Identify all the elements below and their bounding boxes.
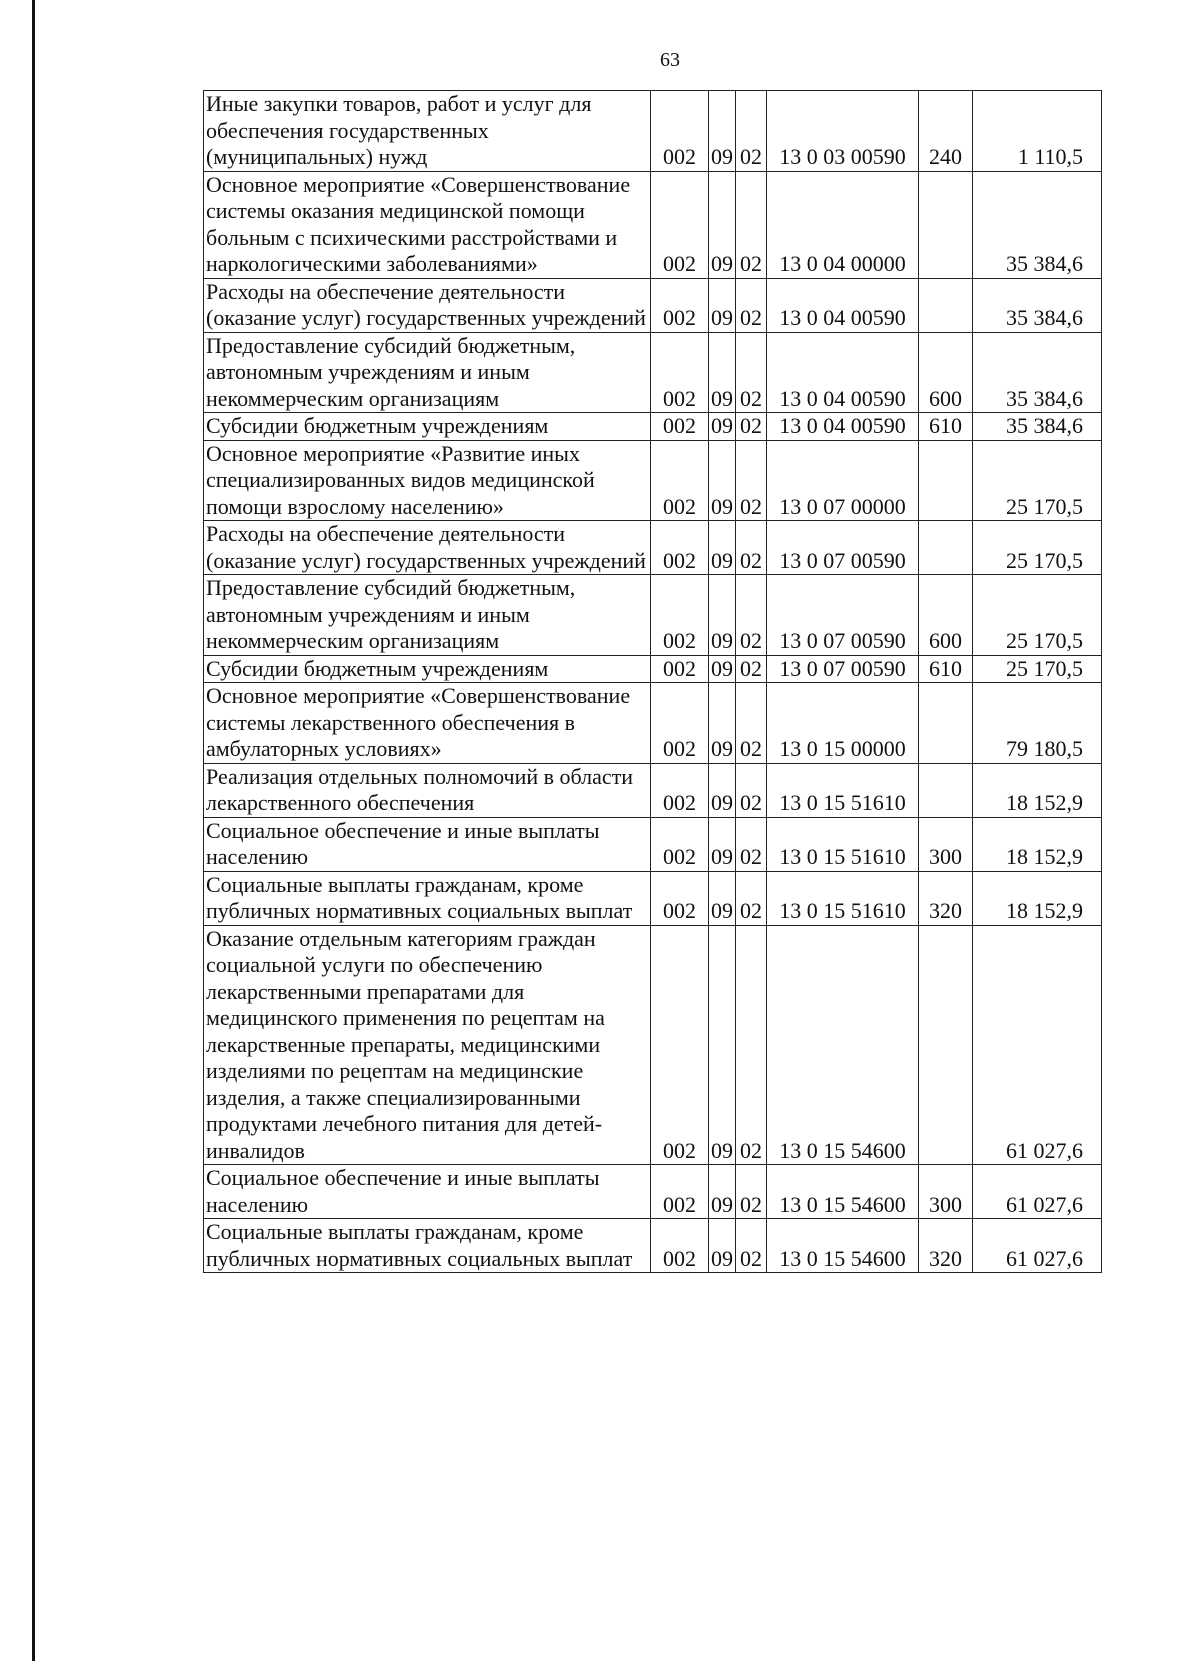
subsection-code: 02 <box>736 91 767 172</box>
expense-type-code: 610 <box>919 655 973 683</box>
target-article-code: 13 0 15 51610 <box>767 817 919 871</box>
amount: 25 170,5 <box>973 575 1102 656</box>
target-article-code: 13 0 03 00590 <box>767 91 919 172</box>
section-code: 09 <box>709 521 736 575</box>
target-article-code: 13 0 04 00000 <box>767 171 919 278</box>
org-code: 002 <box>651 413 709 441</box>
table-row <box>204 683 1102 764</box>
expense-type-code <box>919 171 973 278</box>
expense-type-code: 610 <box>919 413 973 441</box>
subsection-code: 02 <box>736 1219 767 1273</box>
expense-type-code <box>919 683 973 764</box>
table-row <box>204 1165 1102 1219</box>
target-article-code: 13 0 15 54600 <box>767 1165 919 1219</box>
target-article-code: 13 0 07 00590 <box>767 655 919 683</box>
org-code: 002 <box>651 521 709 575</box>
org-code: 002 <box>651 440 709 521</box>
row-name: Социальное обеспечение и иные выплаты населению <box>204 1165 651 1219</box>
budget-table <box>203 90 1102 1273</box>
expense-type-code <box>919 521 973 575</box>
target-article-code: 13 0 07 00590 <box>767 575 919 656</box>
expense-type-code: 240 <box>919 91 973 172</box>
expense-type-code: 320 <box>919 1219 973 1273</box>
row-name: Расходы на обеспечение деятельности (оказание услуг) государственных учреждений <box>204 521 651 575</box>
row-name: Предоставление субсидий бюджетным, автономным учреждениям и иным некоммерческим организациям <box>204 575 651 656</box>
amount: 35 384,6 <box>973 332 1102 413</box>
amount: 35 384,6 <box>973 413 1102 441</box>
target-article-code: 13 0 07 00590 <box>767 521 919 575</box>
org-code: 002 <box>651 575 709 656</box>
subsection-code: 02 <box>736 817 767 871</box>
section-code: 09 <box>709 91 736 172</box>
table-row <box>204 91 1102 172</box>
row-name: Иные закупки товаров, работ и услуг для обеспечения государственных (муниципальных) нужд <box>204 91 651 172</box>
row-name: Оказание отдельным категориям граждан социальной услуги по обеспечению лекарственными препаратами для медицинского применения по рецептам на лекарственные препараты, медицинскими изделиями по рецептам на медицинские изделия, а также специализированными продуктами лечебного питания для детей-инвалидов <box>204 925 651 1165</box>
section-code: 09 <box>709 440 736 521</box>
org-code: 002 <box>651 91 709 172</box>
row-name: Социальные выплаты гражданам, кроме публичных нормативных социальных выплат <box>204 1219 651 1273</box>
subsection-code: 02 <box>736 655 767 683</box>
subsection-code: 02 <box>736 332 767 413</box>
amount: 79 180,5 <box>973 683 1102 764</box>
org-code: 002 <box>651 655 709 683</box>
section-code: 09 <box>709 925 736 1165</box>
expense-type-code: 300 <box>919 817 973 871</box>
expense-type-code <box>919 925 973 1165</box>
amount: 25 170,5 <box>973 440 1102 521</box>
org-code: 002 <box>651 817 709 871</box>
amount: 18 152,9 <box>973 763 1102 817</box>
org-code: 002 <box>651 1165 709 1219</box>
row-name: Социальное обеспечение и иные выплаты населению <box>204 817 651 871</box>
row-name: Основное мероприятие «Развитие иных специализированных видов медицинской помощи взрослому населению» <box>204 440 651 521</box>
row-name: Социальные выплаты гражданам, кроме публичных нормативных социальных выплат <box>204 871 651 925</box>
table-row <box>204 575 1102 656</box>
target-article-code: 13 0 15 54600 <box>767 925 919 1165</box>
subsection-code: 02 <box>736 278 767 332</box>
target-article-code: 13 0 04 00590 <box>767 332 919 413</box>
row-name: Субсидии бюджетным учреждениям <box>204 655 651 683</box>
expense-type-code: 320 <box>919 871 973 925</box>
table-row <box>204 925 1102 1165</box>
subsection-code: 02 <box>736 1165 767 1219</box>
target-article-code: 13 0 15 54600 <box>767 1219 919 1273</box>
amount: 35 384,6 <box>973 171 1102 278</box>
expense-type-code: 600 <box>919 332 973 413</box>
expense-type-code: 600 <box>919 575 973 656</box>
subsection-code: 02 <box>736 925 767 1165</box>
subsection-code: 02 <box>736 683 767 764</box>
target-article-code: 13 0 15 00000 <box>767 683 919 764</box>
row-name: Предоставление субсидий бюджетным, автономным учреждениям и иным некоммерческим организациям <box>204 332 651 413</box>
subsection-code: 02 <box>736 871 767 925</box>
org-code: 002 <box>651 278 709 332</box>
section-code: 09 <box>709 817 736 871</box>
table-row <box>204 1219 1102 1273</box>
target-article-code: 13 0 15 51610 <box>767 871 919 925</box>
section-code: 09 <box>709 413 736 441</box>
table-row <box>204 171 1102 278</box>
expense-type-code <box>919 763 973 817</box>
section-code: 09 <box>709 278 736 332</box>
section-code: 09 <box>709 171 736 278</box>
section-code: 09 <box>709 332 736 413</box>
amount: 35 384,6 <box>973 278 1102 332</box>
expense-type-code <box>919 440 973 521</box>
org-code: 002 <box>651 171 709 278</box>
amount: 18 152,9 <box>973 817 1102 871</box>
section-code: 09 <box>709 683 736 764</box>
table-row <box>204 521 1102 575</box>
row-name: Основное мероприятие «Совершенствование системы оказания медицинской помощи больным с психическими расстройствами и наркологическими заболеваниями» <box>204 171 651 278</box>
subsection-code: 02 <box>736 521 767 575</box>
amount: 18 152,9 <box>973 871 1102 925</box>
section-code: 09 <box>709 655 736 683</box>
expense-type-code <box>919 278 973 332</box>
row-name: Реализация отдельных полномочий в области лекарственного обеспечения <box>204 763 651 817</box>
section-code: 09 <box>709 575 736 656</box>
subsection-code: 02 <box>736 413 767 441</box>
section-code: 09 <box>709 1165 736 1219</box>
org-code: 002 <box>651 1219 709 1273</box>
table-row <box>204 278 1102 332</box>
amount: 61 027,6 <box>973 925 1102 1165</box>
section-code: 09 <box>709 763 736 817</box>
target-article-code: 13 0 04 00590 <box>767 413 919 441</box>
row-name: Основное мероприятие «Совершенствование системы лекарственного обеспечения в амбулаторных условиях» <box>204 683 651 764</box>
table-row <box>204 655 1102 683</box>
org-code: 002 <box>651 683 709 764</box>
table-row <box>204 332 1102 413</box>
binding-line <box>32 0 35 1661</box>
table-row <box>204 817 1102 871</box>
amount: 25 170,5 <box>973 655 1102 683</box>
subsection-code: 02 <box>736 763 767 817</box>
target-article-code: 13 0 07 00000 <box>767 440 919 521</box>
org-code: 002 <box>651 871 709 925</box>
org-code: 002 <box>651 925 709 1165</box>
target-article-code: 13 0 15 51610 <box>767 763 919 817</box>
section-code: 09 <box>709 1219 736 1273</box>
amount: 61 027,6 <box>973 1165 1102 1219</box>
amount: 25 170,5 <box>973 521 1102 575</box>
page-number: 63 <box>660 49 680 71</box>
expense-type-code: 300 <box>919 1165 973 1219</box>
subsection-code: 02 <box>736 575 767 656</box>
table-row <box>204 871 1102 925</box>
row-name: Расходы на обеспечение деятельности (оказание услуг) государственных учреждений <box>204 278 651 332</box>
row-name: Субсидии бюджетным учреждениям <box>204 413 651 441</box>
target-article-code: 13 0 04 00590 <box>767 278 919 332</box>
table-row <box>204 413 1102 441</box>
subsection-code: 02 <box>736 171 767 278</box>
budget-table-body <box>204 91 1102 1273</box>
table-row <box>204 440 1102 521</box>
amount: 1 110,5 <box>973 91 1102 172</box>
section-code: 09 <box>709 871 736 925</box>
org-code: 002 <box>651 332 709 413</box>
subsection-code: 02 <box>736 440 767 521</box>
amount: 61 027,6 <box>973 1219 1102 1273</box>
org-code: 002 <box>651 763 709 817</box>
table-row <box>204 763 1102 817</box>
